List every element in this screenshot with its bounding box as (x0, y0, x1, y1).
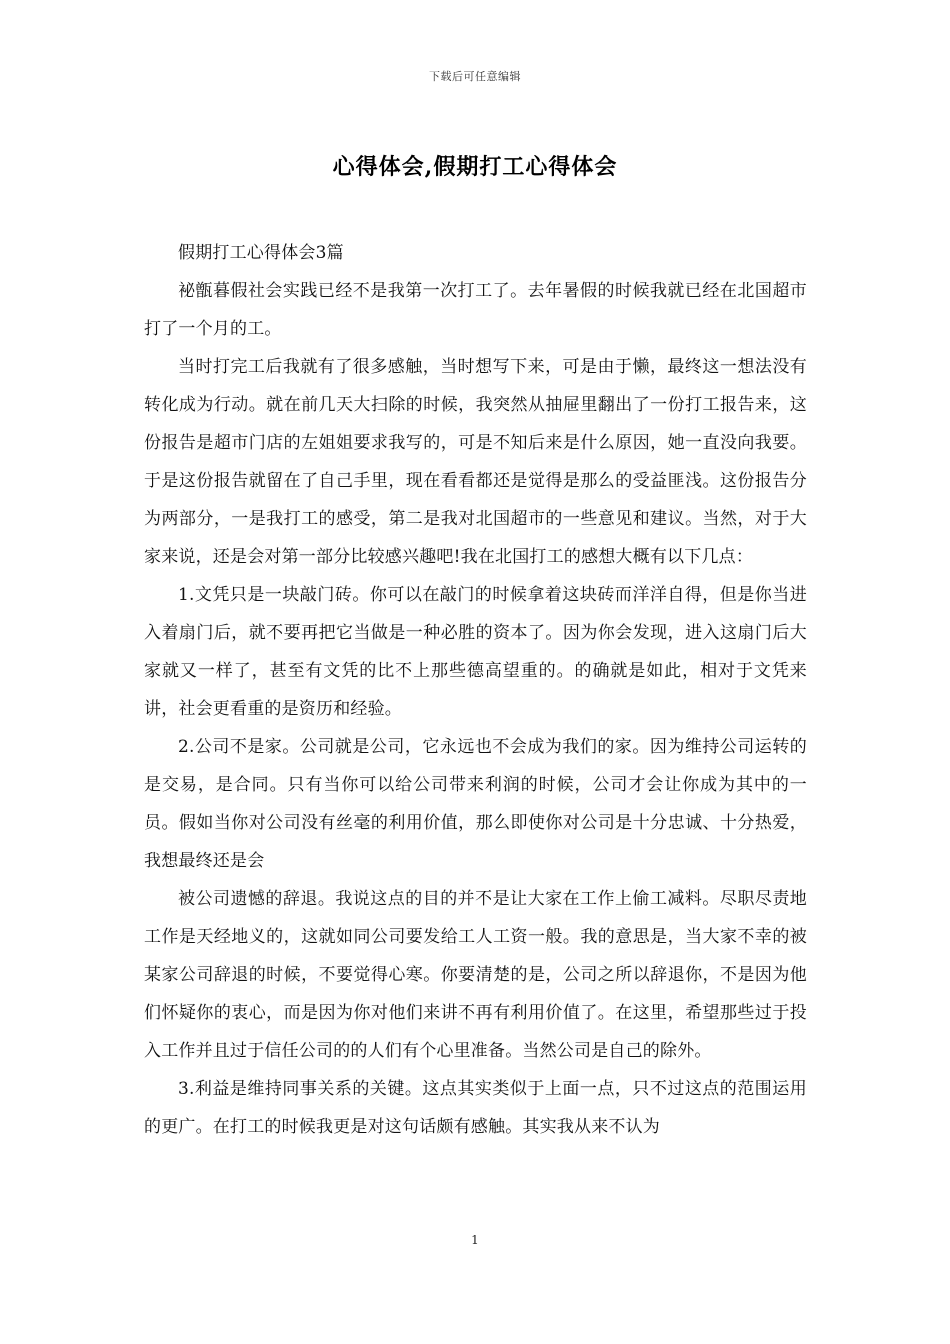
header-note: 下载后可任意编辑 (429, 70, 521, 83)
body-paragraph: 当时打完工后我就有了很多感触，当时想写下来，可是由于懒，最终这一想法没有转化成为行动。就在前几天大扫除的时候，我突然从抽屉里翻出了一份打工报告来，这份报告是超市门店的左姐姐要求我写的，可是不知后来是什么原因，她一直没向我要。于是这份报告就留在了自己手里，现在看看都还是觉得是那么的受益匪浅。这份报告分为两部分，一是我打工的感受，第二是我对北国超市的一些意见和建议。当然，对于大家来说，还是会对第一部分比较感兴趣吧!我在北国打工的感想大概有以下几点： (144, 357, 807, 567)
page-number: 1 (471, 1233, 479, 1247)
body-paragraph: 2.公司不是家。公司就是公司，它永远也不会成为我们的家。因为维持公司运转的是交易，是合同。只有当你可以给公司带来利润的时候，公司才会让你成为其中的一员。假如当你对公司没有丝毫的利用价值，那么即使你对公司是十分忠诚、十分热爱，我想最终还是会 (144, 737, 807, 871)
document-body (144, 234, 807, 1146)
subtitle-paragraph: 假期打工心得体会3篇 (178, 243, 344, 263)
body-paragraph: 1.文凭只是一块敲门砖。你可以在敲门的时候拿着这块砖而洋洋自得，但是你当进入着扇门后，就不要再把它当做是一种必胜的资本了。因为你会发现，进入这扇门后大家就又一样了，甚至有文凭的比不上那些德高望重的。的确就是如此，相对于文凭来讲，社会更看重的是资历和经验。 (144, 585, 807, 719)
body-paragraph: 3.利益是维持同事关系的关键。这点其实类似于上面一点，只不过这点的范围运用的更广。在打工的时候我更是对这句话颇有感触。其实我从来不认为 (144, 1079, 807, 1137)
body-paragraph: 被公司遗憾的辞退。我说这点的目的并不是让大家在工作上偷工减料。尽职尽责地工作是天经地义的，这就如同公司要发给工人工资一般。我的意思是，当大家不幸的被某家公司辞退的时候，不要觉得心寒。你要清楚的是，公司之所以辞退你，不是因为他们怀疑你的衷心，而是因为你对他们来讲不再有利用价值了。在这里，希望那些过于投入工作并且过于信任公司的的人们有个心里准备。当然公司是自己的除外。 (144, 889, 807, 1061)
body-paragraph: 袐甑暮假社会实践已经不是我第一次打工了。去年暑假的时候我就已经在北国超市打了一个月的工。 (144, 281, 807, 339)
document-title: 心得体会,假期打工心得体会 (332, 154, 618, 180)
